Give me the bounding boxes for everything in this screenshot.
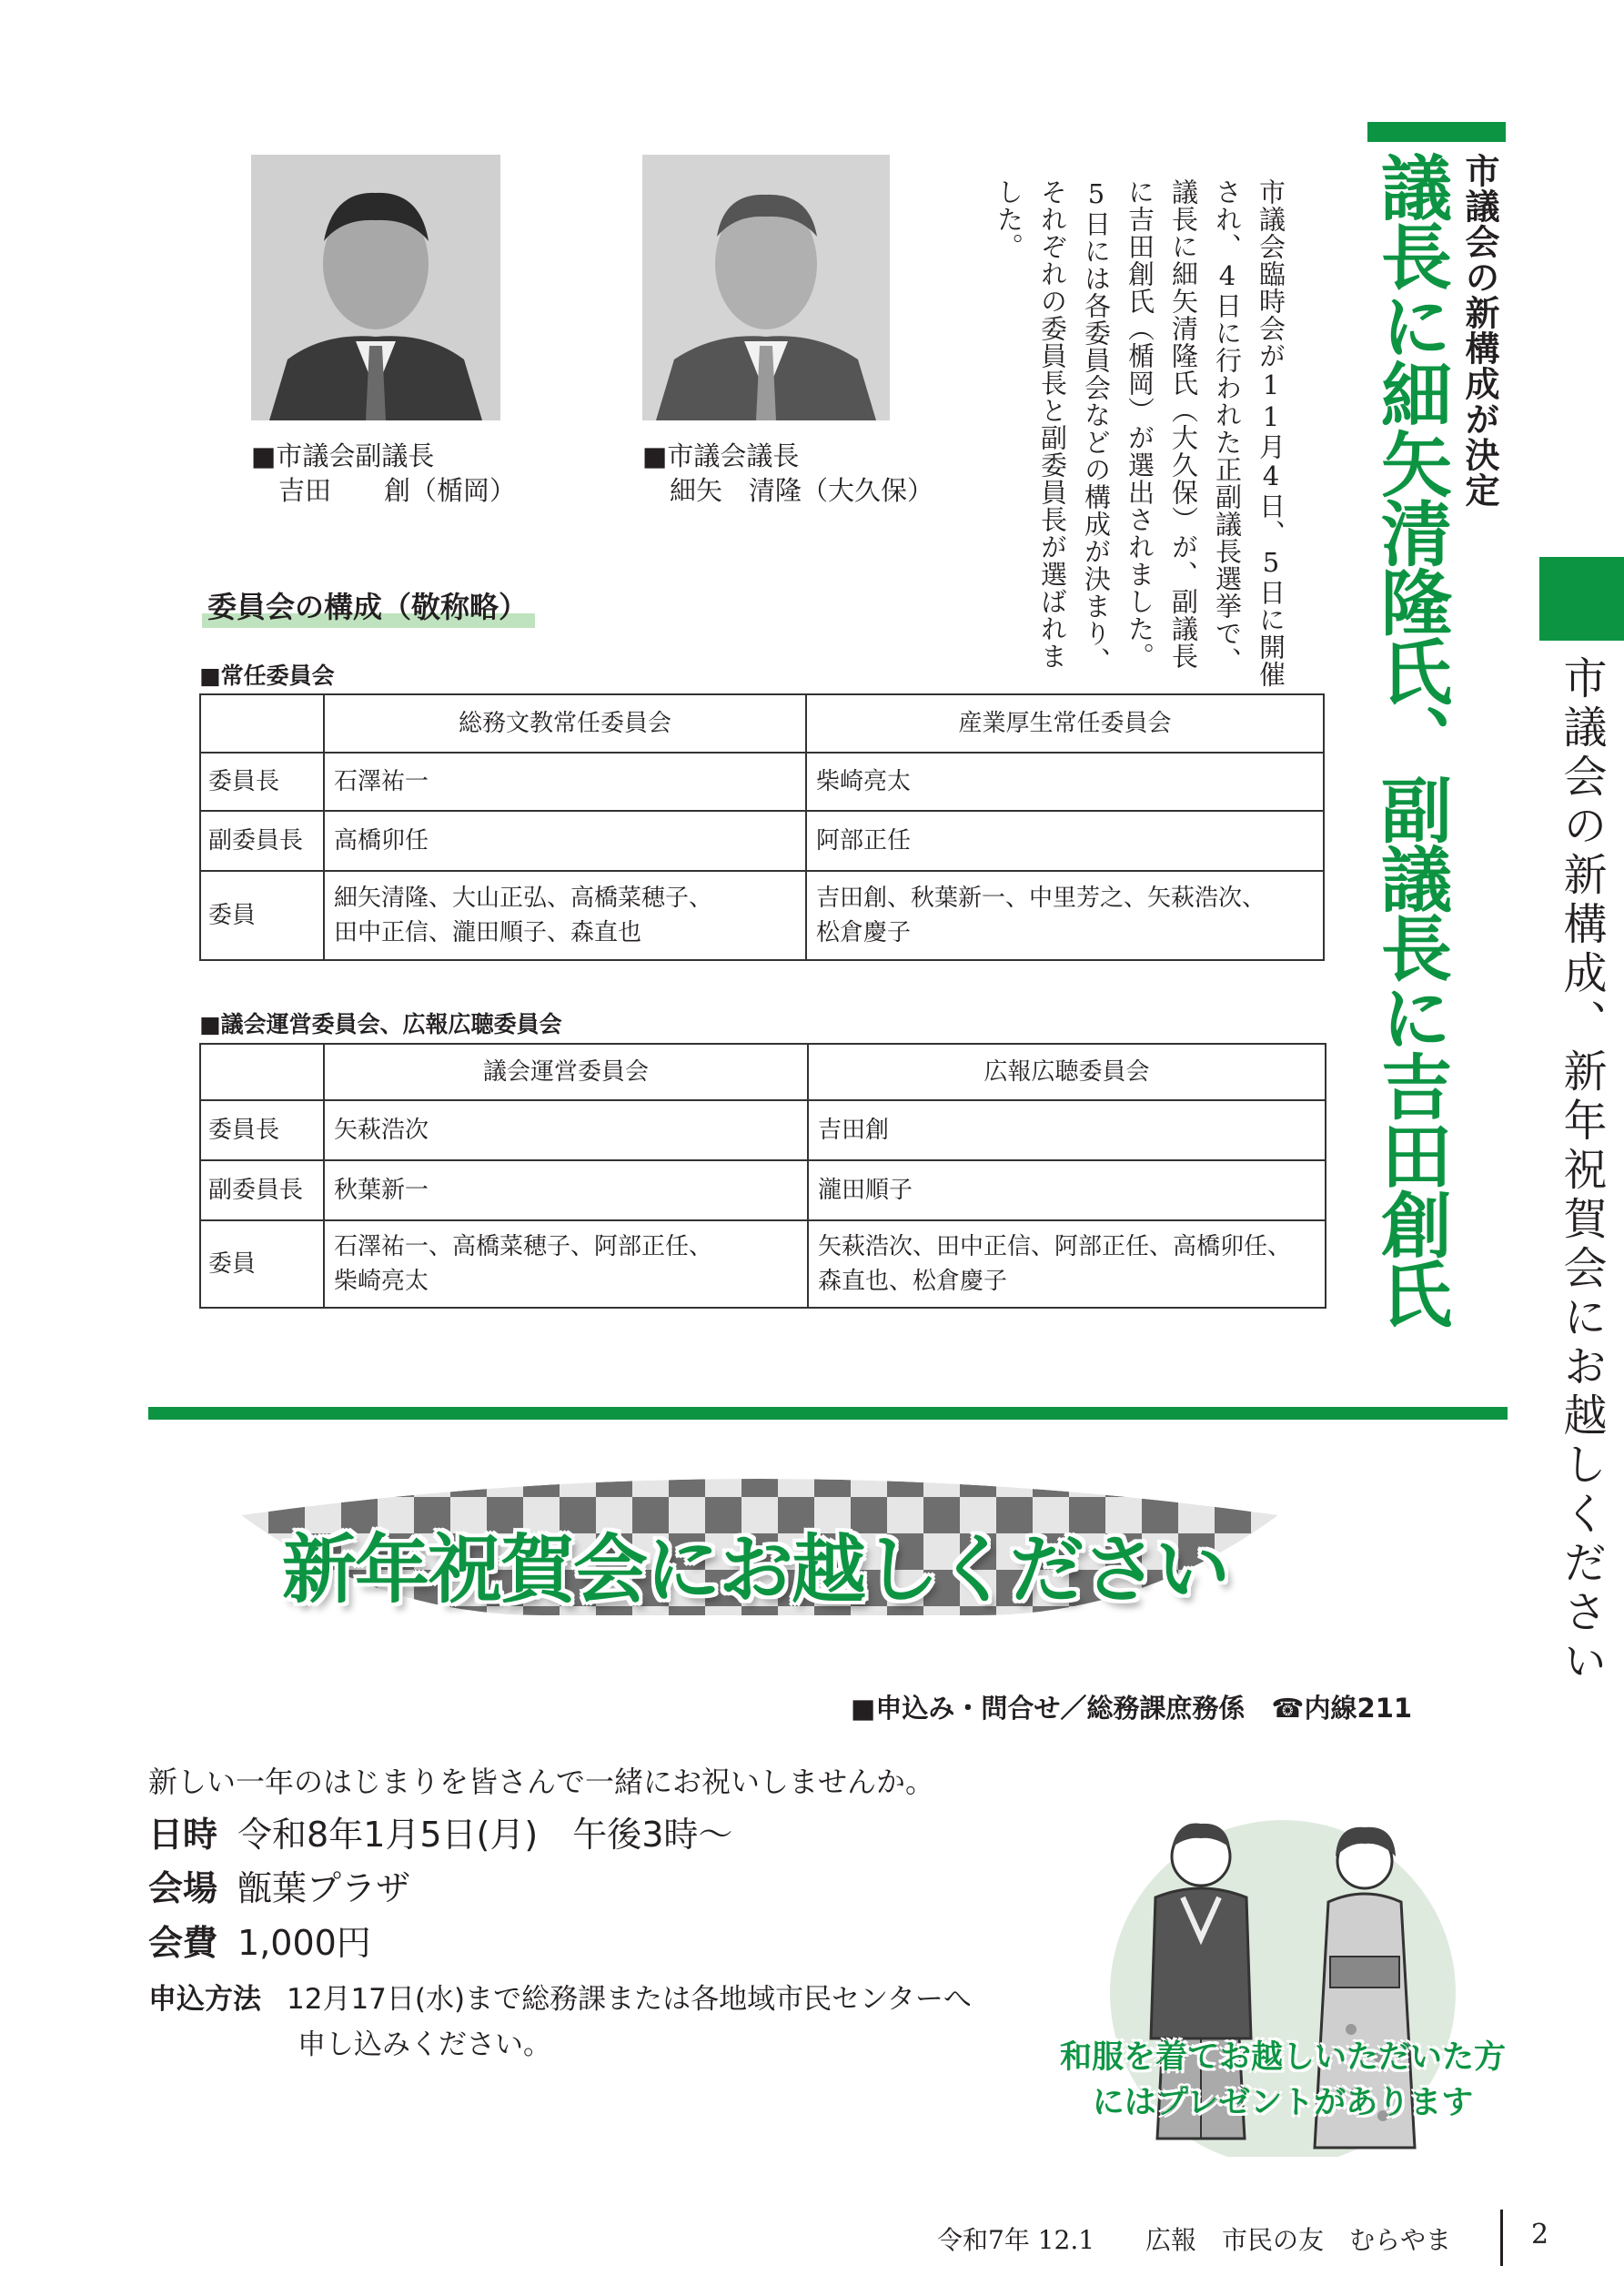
side-title: 市議会の新構成、新年祝賀会にお越しください <box>1556 655 1607 1687</box>
chair-name: 細矢 清隆（大久保） <box>670 475 934 506</box>
table-row <box>200 753 1324 811</box>
table-cell <box>324 1220 808 1308</box>
article-body: 市議会臨時会が11月4日、5日に開催され、4日に行われた正副議長選挙で、議長に細矢清隆氏（大久保）が、副議長に吉田創氏（楯岡）が選出されました。 5日には各委員会などの構成が決まり、それぞれの委員長と副委員長が選ばれました。 <box>994 178 1286 688</box>
table-cell: 瀧田順子 <box>808 1160 1326 1220</box>
standing-committee-table <box>199 693 1325 961</box>
event-fee-row <box>148 1915 371 1965</box>
event-date-row <box>148 1806 732 1856</box>
page-number: 2 <box>1531 2219 1549 2250</box>
table-row <box>200 871 1324 960</box>
vice-chair-caption <box>251 439 516 508</box>
chair-role: ■市議会議長 <box>642 440 800 471</box>
section-tab <box>1539 557 1624 641</box>
cell-line: 森直也、松倉慶子 <box>818 1268 1008 1295</box>
footer-separator <box>1500 2210 1503 2266</box>
table-row <box>200 811 1324 871</box>
committee-heading-text: 委員会の構成（敬称略） <box>207 590 529 624</box>
table1-subhead: ■常任委員会 <box>199 663 335 689</box>
vice-chair-name: 吉田 創（楯岡） <box>278 475 517 506</box>
row-label: 委員長 <box>200 753 324 811</box>
row-label: 委員長 <box>200 1100 324 1160</box>
cell-line: 矢萩浩次、田中正信、阿部正任、高橋卯任、 <box>818 1233 1292 1260</box>
event-title: 新年祝賀会にお越しください <box>282 1527 1229 1613</box>
article-kicker: 市議会の新構成が決定 <box>1459 153 1499 508</box>
cell-line: 石澤祐一、高橋菜穂子、阿部正任、 <box>334 1233 713 1260</box>
table-header-cell: 議会運営委員会 <box>324 1044 808 1100</box>
table-cell: 高橋卯任 <box>324 811 806 871</box>
event-apply <box>148 1977 972 2068</box>
table-cell: 矢萩浩次 <box>324 1100 808 1160</box>
table-corner-cell <box>200 694 324 753</box>
apply-line1: 12月17日(水)まで総務課または各地域市民センターへ <box>287 1983 972 2016</box>
table-cell <box>806 871 1324 960</box>
apply-label: 申込方法 <box>148 1983 261 2016</box>
headline-accent-bar <box>1367 122 1506 142</box>
table-header-cell: 広報広聴委員会 <box>808 1044 1326 1100</box>
vice-chair-role: ■市議会副議長 <box>251 440 435 471</box>
table-cell: 吉田創 <box>808 1100 1326 1160</box>
apply-line2: 申し込みください。 <box>298 2028 551 2061</box>
committee-heading <box>202 584 535 630</box>
council-committee-table <box>199 1043 1326 1309</box>
venue-label: 会場 <box>148 1868 218 1908</box>
cell-line: 松倉慶子 <box>816 919 912 946</box>
vice-chair-photo <box>251 155 500 420</box>
cell-line: 吉田創、秋葉新一、中里芳之、矢萩浩次、 <box>816 885 1266 912</box>
kimono-line1: 和服を着てお越しいただいた方 <box>1059 2039 1506 2076</box>
row-label: 委員 <box>200 1220 324 1308</box>
article-headline: 議長に細矢清隆氏、副議長に吉田創氏 <box>1369 151 1451 1327</box>
table-row <box>200 1100 1326 1160</box>
row-label: 副委員長 <box>200 1160 324 1220</box>
fee-label: 会費 <box>148 1923 218 1963</box>
date-value: 令和8年1月5日(月) 午後3時～ <box>237 1815 733 1855</box>
table-cell: 阿部正任 <box>806 811 1324 871</box>
chair-caption <box>642 439 933 508</box>
table-cell <box>808 1220 1326 1308</box>
row-label: 副委員長 <box>200 811 324 871</box>
cell-line: 田中正信、瀧田順子、森直也 <box>334 919 642 946</box>
cell-line: 細矢清隆、大山正弘、高橋菜穂子、 <box>334 885 713 912</box>
table-row <box>200 1160 1326 1220</box>
fee-value: 1,000円 <box>237 1923 371 1963</box>
cell-line: 柴崎亮太 <box>334 1268 429 1295</box>
chair-photo <box>642 155 890 420</box>
kimono-present-note <box>1046 2035 1519 2126</box>
table-cell: 秋葉新一 <box>324 1160 808 1220</box>
row-label: 委員 <box>200 871 324 960</box>
table-header-row <box>200 694 1324 753</box>
table-cell: 柴崎亮太 <box>806 753 1324 811</box>
venue-value: 甑葉プラザ <box>237 1868 411 1908</box>
table-cell <box>324 871 806 960</box>
table2-subhead: ■議会運営委員会、広報広聴委員会 <box>199 1011 562 1037</box>
table-header-cell: 産業厚生常任委員会 <box>806 694 1324 753</box>
date-label: 日時 <box>148 1815 218 1855</box>
event-intro: 新しい一年のはじまりを皆さんで一緒にお祝いしませんか。 <box>148 1765 935 1799</box>
table-cell: 石澤祐一 <box>324 753 806 811</box>
event-venue-row <box>148 1860 410 1910</box>
table-corner-cell <box>200 1044 324 1100</box>
event-contact: ■申込み・問合せ／総務課庶務係 ☎内線211 <box>851 1693 1413 1724</box>
table-row <box>200 1220 1326 1308</box>
table-header-cell: 総務文教常任委員会 <box>324 694 806 753</box>
table-header-row <box>200 1044 1326 1100</box>
page-footer: 令和7年 12.1 広報 市民の友 むらやま <box>937 2225 1452 2255</box>
section-divider <box>148 1407 1508 1420</box>
kimono-line2: にはプレゼントがあります <box>1092 2085 1474 2121</box>
